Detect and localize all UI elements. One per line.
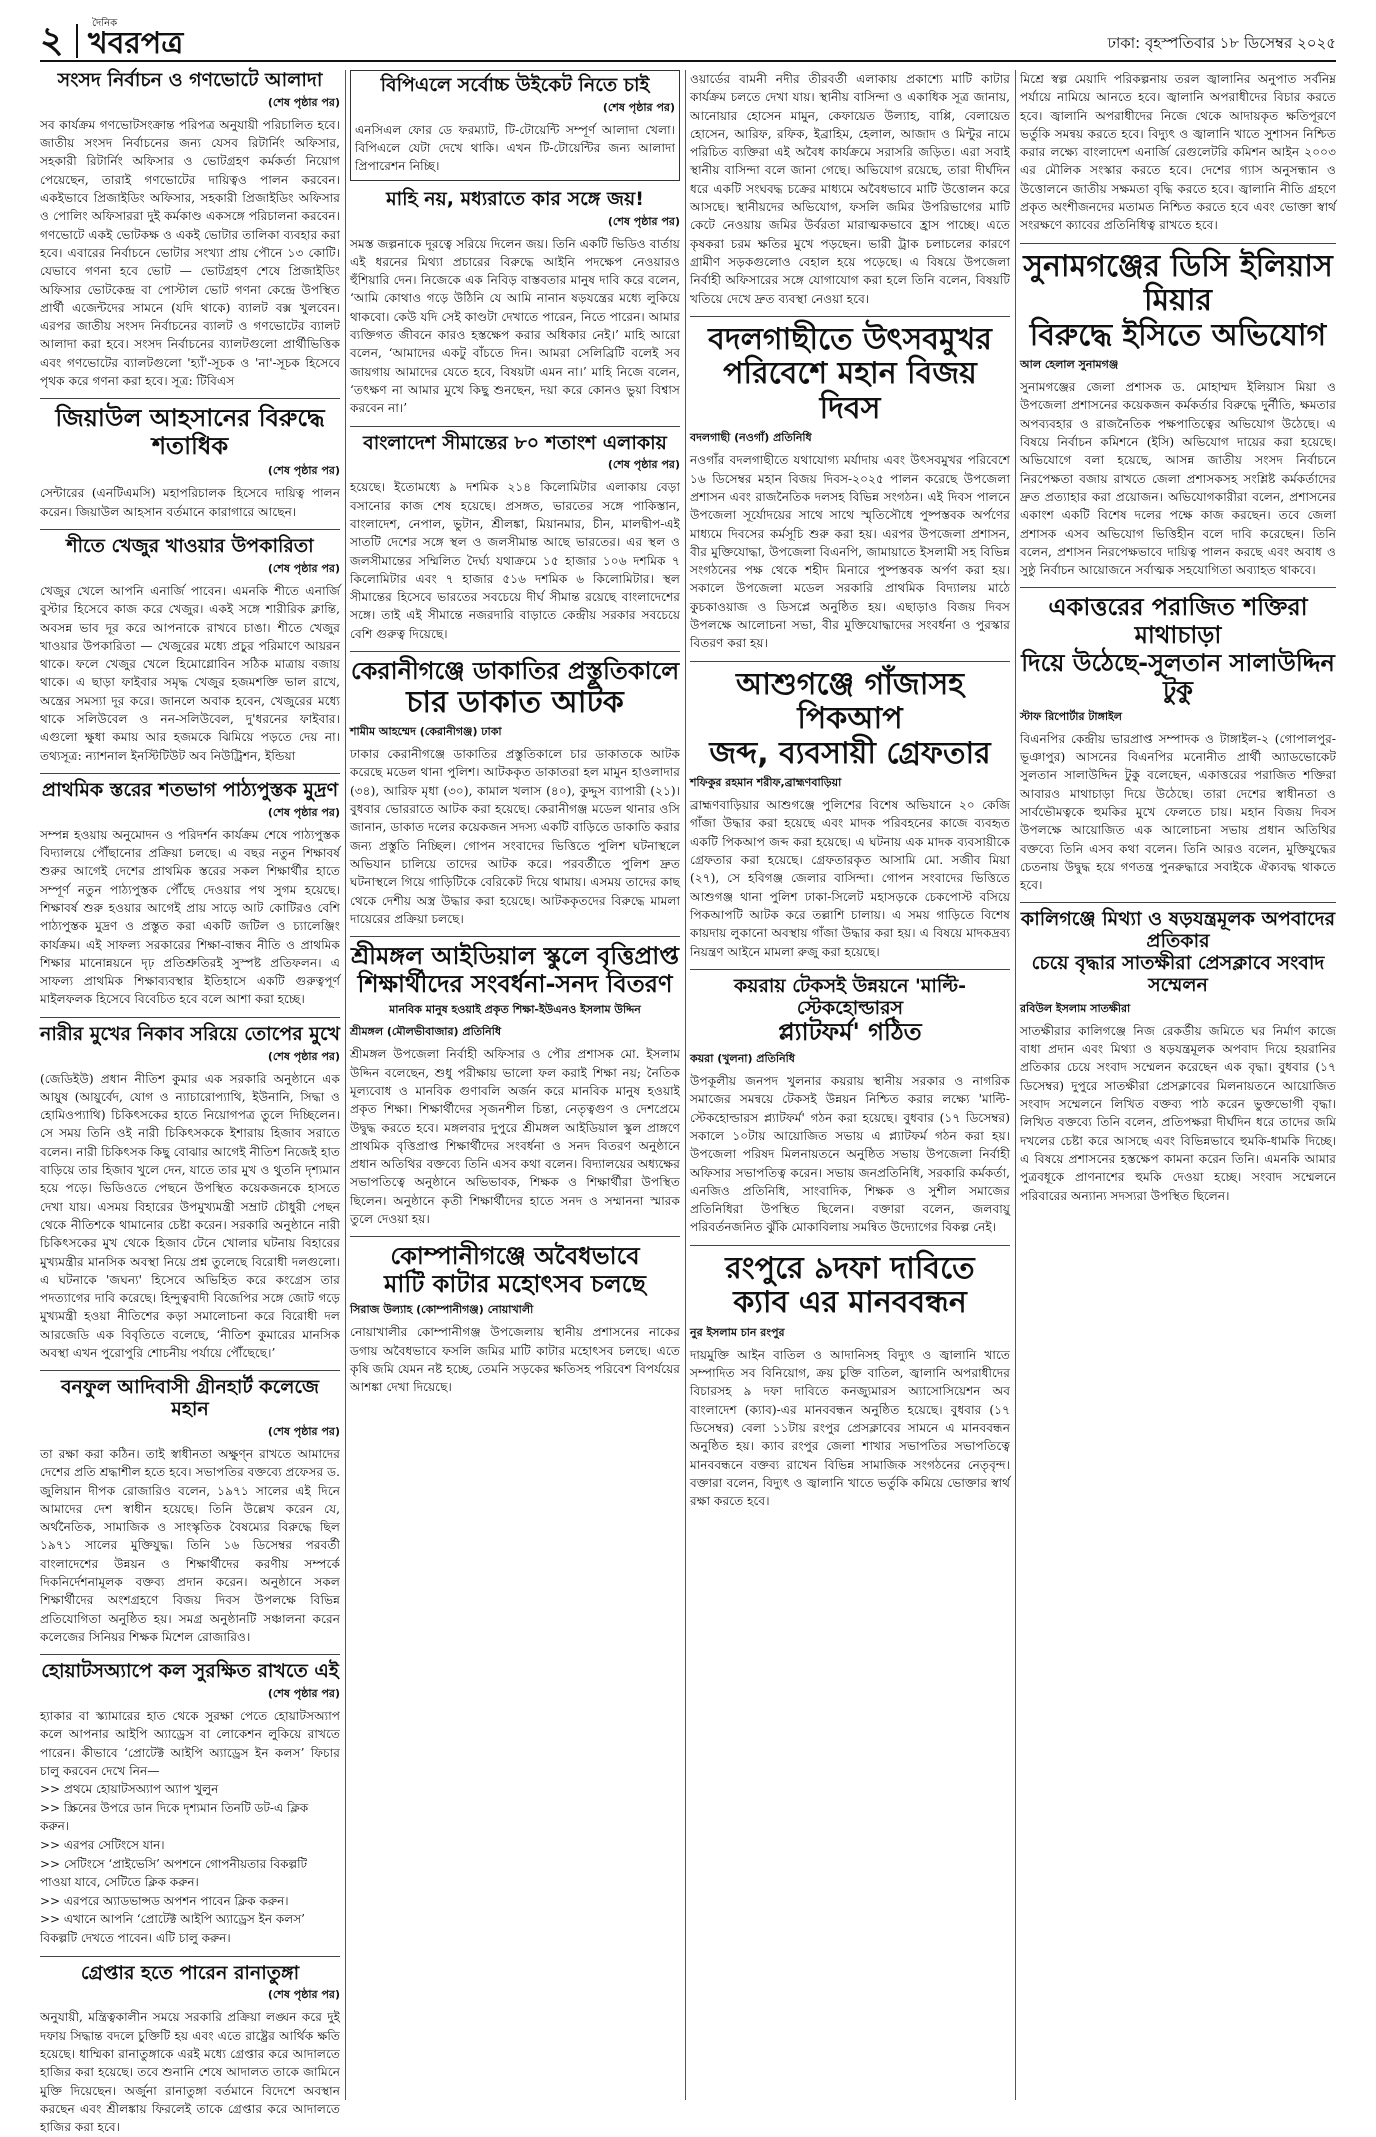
- continuation-note: (শেষ পৃষ্ঠার পর): [607, 458, 680, 472]
- headline-line-2: ক্যাব এর মানববন্ধন: [733, 1285, 967, 1321]
- continuation-note: (শেষ পৃষ্ঠার পর): [267, 805, 340, 819]
- article-niqab: [40, 1024, 340, 1363]
- column-3: [690, 70, 1010, 2100]
- list-item: >> এরপরে অ্যাডভান্সড অপশন পাবেন ক্লিক করুন।: [40, 1893, 289, 1908]
- article-companiganj-continued: [690, 70, 1010, 308]
- column-divider: [1015, 70, 1016, 2100]
- headline: শীতে খেজুর খাওয়ার উপকারিতা: [66, 535, 314, 558]
- headline-line-2: চেয়ে বৃদ্ধার সাতক্ষীরা প্রেসক্লাবে সংবাদ সম্মেলন: [1031, 952, 1325, 997]
- article-body: শ্রীমঙ্গল উপজেলা নির্বাহী অফিসার ও পৌর প্রশাসক মো. ইসলাম উদ্দিন বলেছেন, শুধু পরীক্ষায় ভালো ফল করাই শিক্ষা নয়; নৈতিক মূল্যবোধ ও মানবিক গুণাবলি অর্জন করে মানবিক মানুষ হওয়াই প্রকৃত শিক্ষা। শিক্ষার্থীদের সৃজনশীল চিন্তা, নেতৃত্বগুণ ও দেশপ্রেমে উদ্বুদ্ধ করতে হবে। মঙ্গলবার দুপুরে শ্রীমঙ্গল আইডিয়াল স্কুল প্রাঙ্গণে প্রাথমিক বৃত্তিপ্রাপ্ত শিক্ষার্থীদের সংবর্ধনা ও সনদ বিতরণ অনুষ্ঠানে প্রধান অতিথির বক্তব্যে তিনি এসব কথা বলেন। বিদ্যালয়ের অধ্যক্ষের সভাপতিত্বে অনুষ্ঠানে অভিভাবক, শিক্ষক ও শিক্ষার্থীরা উপস্থিত ছিলেন। অনুষ্ঠানে কৃতী শিক্ষার্থীদের হাতে সনদ ও সম্মাননা স্মারক তুলে দেওয়া হয়।: [350, 1047, 680, 1226]
- divider: [350, 651, 680, 652]
- divider: [40, 773, 340, 774]
- masthead-title: খবরপত্র: [88, 26, 184, 61]
- headline: আশুগঞ্জে গাঁজাসহ পিকআপ: [735, 666, 965, 737]
- article-ziaul-ahsan: [40, 405, 340, 521]
- article-body: ঢাকার কেরানীগঞ্জে ডাকাতির প্রস্তুতিকালে চার ডাকাতকে আটক করেছে মডেল থানা পুলিশ। আটককৃত ডাকাতরা হল মামুন হাওলাদার (৩৪), আরিফ মৃধা (৩০), কামাল খলাস (৪০), কুদ্দুস ব্যাপারী (২১)। বুধবার ভোররাতে আটক করা হয়েছে। কেরানীগঞ্জ মডেল থানার ওসি জানান, ডাকাত দলের কয়েকজন সদস্য একটি বাড়িতে ডাকাতি করার জন্য প্রস্তুতি নিচ্ছিল। গোপন সংবাদের ভিত্তিতে পুলিশ ঘটনাস্থলে অভিযান চালিয়ে তাদের আটক করে। পরবর্তীতে পুলিশ দ্রুত ঘটনাস্থলে গিয়ে গাড়িটিকে বেরিকেট দিয়ে থামায়। এসময় তাদের কাছ থেকে দেশীয় অস্ত্র উদ্ধার করা হয়েছে। আটককৃতদের বিরুদ্ধে মামলা দায়েরের প্রক্রিয়া চলছে।: [350, 747, 680, 926]
- divider: [40, 398, 340, 399]
- headline: শ্রীমঙ্গল আইডিয়াল স্কুলে বৃত্তিপ্রাপ্ত: [351, 942, 679, 971]
- list-item: >> স্ক্রিনের উপরে ডান দিকে দৃশ্যমান তিনটি ডট-এ ক্লিক করুন।: [40, 1800, 309, 1834]
- headline: সংসদ নির্বাচন ও গণভোটে আলাদা: [57, 69, 323, 91]
- continuation-note: (শেষ পৃষ্ঠার পর): [267, 464, 340, 478]
- headline-line-2: জব্দ, ব্যবসায়ী গ্রেফতার: [709, 735, 991, 771]
- column-1: [40, 69, 340, 2135]
- article-body: মিশ্রে স্বল্প মেয়াদি পরিকল্পনায় তরল জ্বালানির অনুপাত সর্বনিম্ন পর্যায়ে নামিয়ে আনতে হবে। জ্বালানি অপরাধীদের বিচার করতে হবে। জ্বালানি অপরাধীদের নিজে থেকে আদায়কৃত ক্ষতিপূরণে ভর্তুকি সমন্বয় করতে হবে। বিদ্যুৎ ও জ্বালানি খাতে সুশাসন নিশ্চিত করার লক্ষ্যে বাংলাদেশ এনার্জি রেগুলেটরি কমিশন আইন ২০০৩ এর মৌলিক সংস্কার করতে হবে। দেশের গ্যাস অনুসন্ধান ও উত্তোলনে জাতীয় সক্ষমতা বৃদ্ধি করতে হবে। জ্বালানি নীতি গ্রহণে প্রকৃত অংশীজনদের মতামত নিশ্চিত করতে হবে এবং ভোক্তা স্বার্থ সংরক্ষণে ক্যাবের প্রতিনিধিত্ব রাখতে হবে।: [1020, 72, 1336, 233]
- divider: [350, 936, 680, 937]
- column-2: [350, 70, 680, 2100]
- masthead-prefix: দৈনিক: [92, 18, 118, 29]
- article-keraniganj-robbers: [350, 658, 680, 928]
- headline-line-2: বিরুদ্ধে ইসিতে অভিযোগ: [1029, 317, 1327, 353]
- headline-line-2: মাটি কাটার মহোৎসব চলছে: [384, 1269, 646, 1298]
- article-border-fence: [350, 433, 680, 644]
- list-item: >> প্রথমে হোয়াটসঅ্যাপ অ্যাপ খুলুন: [40, 1782, 219, 1797]
- article-companiganj-soil: [350, 1243, 680, 1396]
- byline: শফিকুর রহমান শরীফ,ব্রাহ্মণবাড়িয়া: [690, 776, 842, 790]
- article-body: হয়েছে। ইতোমধ্যে ৯ দশমিক ২১৪ কিলোমিটার এলাকায় বেড়া বসানোর কাজ শেষ হয়েছে। প্রসঙ্গত, ভারতের সঙ্গে পাকিস্তান, বাংলাদেশ, নেপাল, ভুটান, শ্রীলঙ্কা, মিয়ানমার, চীন, মালদ্বীপ-এই সাতটি দেশের সঙ্গে স্থল ও জলসীমান্ত আছে ভারতের। এর স্থল ও জলসীমান্তের সম্মিলিত দৈর্ঘ্য যথাক্রমে ১৫ হাজার ১০৬ দশমিক ৭ কিলোমিটার এবং ৭ হাজার ৫১৬ দশমিক ৬ কিলোমিটার। স্থল সীমান্তের হিসেবে ভারতের সবচেয়ে দীর্ঘ সীমান্ত রয়েছে বাংলাদেশের সঙ্গে। তাই এই সীমান্তে নজরদারি বাড়াতে কেন্দ্রীয় সরকার সবচেয়ে বেশি গুরুত্ব দিয়েছে।: [350, 480, 680, 641]
- divider: [40, 1654, 340, 1655]
- subheadline: মানবিক মানুষ হওয়াই প্রকৃত শিক্ষা-ইউএনও ইসলাম উদ্দিন: [389, 1003, 641, 1017]
- article-body: সব কার্যক্রম গণভোটসংক্রান্ত পরিপত্র অনুযায়ী পরিচালিত হবে। জাতীয় সংসদ নির্বাচনের জন্য যেসব রিটার্নিং অফিসার, সহকারী রিটার্নিং অফিসার ও ভোটগ্রহণ কর্মকর্তা নিয়োগ পেয়েছেন, তারাই গণভোটের দায়িত্বও পালন করবেন। একইভাবে প্রিজাইডিং অফিসার, সহকারী প্রিজাইডিং অফিসার ও পোলিং অফিসাররা দুই কর্মকাণ্ড একসঙ্গে পরিচালনা করবেন। গণভোটে একই ভোটকক্ষ ও একই ভোটার তালিকা ব্যবহার করা হবে। এবারের নির্বাচনে ভোটার সংখ্যা প্রায় পৌনে ১৩ কোটি। যেভাবে গণনা হবে ভোট — ভোটগ্রহণ শেষে প্রিজাইডিং অফিসার ভোটকেন্দ্র বা পোস্টাল ভোট গণনা কেন্দ্রে উপস্থিত প্রার্থী এজেন্টদের সামনে (যদি থাকে) ব্যালট বক্স খুলবেন। এরপর জাতীয় সংসদ নির্বাচনের ব্যালট ও গণভোটের ব্যালট আলাদা করা হবে। সংসদ নির্বাচনের ব্যালটগুলো প্রার্থীভিত্তিক এবং গণভোটের ব্যালটগুলো 'হ্যাঁ'-সূচক ও 'না'-সূচক হিসেবে পৃথক করে গণনা করা হবে। সূত্র: টিবিএস: [40, 117, 340, 388]
- divider: [690, 316, 1010, 317]
- article-body: নোয়াখালীর কোম্পানীগঞ্জ উপজেলায় স্থানীয় প্রশাসনের নাকের ডগায় অবৈধভাবে ফসলি জমির মাটি কাটার মহোৎসব চলছে। এতে কৃষি জমি যেমন নষ্ট হচ্ছে, তেমনি সড়কের ক্ষতিসহ পরিবেশ বিপর্যয়ের আশঙ্কা দেখা দিয়েছে।: [350, 1325, 680, 1395]
- article-koyra-platform: [690, 976, 1010, 1237]
- byline: শ্রীমঙ্গল (মৌলভীবাজার) প্রতিনিধি: [350, 1025, 502, 1039]
- article-body: উপকূলীয় জনপদ খুলনার কয়রায় স্থানীয় সরকার ও নাগরিক সমাজের সমন্বয়ে টেকসই উন্নয়ন নিশ্চিত করার লক্ষ্যে 'মাল্টি-স্টেকহোল্ডারস প্ল্যাটফর্ম' গঠন করা হয়েছে। বুধবার (১৭ ডিসেম্বর) সকালে ১০টায় আয়োজিত সভায় এ প্ল্যাটফর্ম গঠন করা হয়। উপজেলা পরিষদ মিলনায়তনে অনুষ্ঠিত সভায় উপজেলা নির্বাহী অফিসার সভাপতিত্ব করেন। সভায় জনপ্রতিনিধি, সরকারি কর্মকর্তা, এনজিও প্রতিনিধি, সাংবাদিক, শিক্ষক ও সুশীল সমাজের প্রতিনিধিরা উপস্থিত ছিলেন। বক্তারা বলেন, জলবায়ু পরিবর্তনজনিত ঝুঁকি মোকাবিলায় সমন্বিত উদ্যোগের বিকল্প নেই।: [690, 1074, 1010, 1235]
- article-textbook-printing: [40, 780, 340, 1009]
- article-badalgachhi-victory-day: [690, 323, 1010, 653]
- headline: বনফুল আদিবাসী গ্রীনহার্ট কলেজে মহান: [60, 1376, 320, 1421]
- byline: আল হেলাল সুনামগঞ্জ: [1020, 358, 1119, 372]
- continuation-note: (শেষ পৃষ্ঠার পর): [267, 1687, 340, 1701]
- article-bonful-college: [40, 1377, 340, 1646]
- article-body: দায়মুক্তি আইন বাতিল ও আদানিসহ বিদ্যুৎ ও জ্বালানি খাতে সম্পাদিত সব বিনিয়োগ, ক্রয় চুক্তি বাতিল, জ্বালানি অপরাধীদের বিচারসহ ৯ দফা দাবিতে কনজ্যুমারস অ্যাসোসিয়েশন অব বাংলাদেশ (ক্যাব)-এর মানববন্ধন অনুষ্ঠিত হয়েছে। বুধবার (১৭ ডিসেম্বর) বেলা ১১টায় রংপুর প্রেসক্লাবের সামনে এ মানববন্ধন অনুষ্ঠিত হয়। ক্যাব রংপুর জেলা শাখার সভাপতির সভাপতিত্বে মানববন্ধনে বক্তব্য রাখেন বিভিন্ন সামাজিক সংগঠনের নেতৃবৃন্দ। বক্তারা বলেন, বিদ্যুৎ ও জ্বালানি খাতে ভর্তুকি কমিয়ে ভোক্তার স্বার্থ রক্ষা করতে হবে।: [690, 1347, 1010, 1509]
- divider: [40, 1370, 340, 1371]
- byline: নুর ইসলাম চান রংপুর: [690, 1325, 785, 1339]
- article-body: তা রক্ষা করা কঠিন। তাই স্বাধীনতা অক্ষুণ্ন রাখতে আমাদের দেশের প্রতি শ্রদ্ধাশীল হতে হবে। সভাপতির বক্তব্যে প্রফেসর ড. জুলিয়ান দীপক রোজারিও বলেন, ১৯৭১ সালের এই দিনে আমাদের দেশ স্বাধীন হয়েছে। তিনি উল্লেখ করেন যে, অর্থনৈতিক, সামাজিক ও সাংস্কৃতিক বৈষম্যের বিরুদ্ধে ছিল ১৯৭১ সালের মুক্তিযুদ্ধ। তিনি ১৬ ডিসেম্বর পরবর্তী বাংলাদেশের উন্নয়ন ও শিক্ষার্থীদের করণীয় সম্পর্কে দিকনির্দেশনামূলক বক্তব্য প্রদান করেন। অনুষ্ঠানে সকল শিক্ষার্থীদের অংশগ্রহণে বিজয় দিবস উপলক্ষে বিভিন্ন প্রতিযোগিতা অনুষ্ঠিত হয়। সমগ্র অনুষ্ঠানটি সঞ্চালনা করেন কলেজের সিনিয়র শিক্ষক মিশেল রোজারিও।: [40, 1446, 340, 1644]
- article-body: সাতক্ষীরার কালিগঞ্জে নিজ রেকর্ডীয় জমিতে ঘর নির্মাণ কাজে বাধা প্রদান এবং মিথ্যা ও ষড়যন্ত্রমূলক অপবাদ দিয়ে হয়রানির প্রতিকার চেয়ে সংবাদ সম্মেলন করেছেন এক বৃদ্ধা। বুধবার (১৭ ডিসেম্বর) দুপুরে সাতক্ষীরা প্রেসক্লাবের মিলনায়তনে আয়োজিত সংবাদ সম্মেলনে লিখিত বক্তব্য পাঠ করেন ভুক্তভোগী বৃদ্ধা। লিখিত বক্তব্যে তিনি বলেন, প্রতিপক্ষরা দীর্ঘদিন ধরে তাদের জমি দখলের চেষ্টা করে আসছে এবং বিভিন্নভাবে হুমকি-ধামকি দিচ্ছে। এ বিষয়ে প্রশাসনের হস্তক্ষেপ কামনা করেন তিনি। এমনকি আমার পুত্রবধূকে প্রাণনাশের হুমকি দেওয়া হচ্ছে। সংবাদ সম্মেলনে পরিবারের অন্যান্য সদস্যরা উপস্থিত ছিলেন।: [1020, 1023, 1336, 1203]
- headline-line-2: প্ল্যাটফর্ম' গঠিত: [778, 1018, 922, 1047]
- article-body: সুনামগঞ্জের জেলা প্রশাসক ড. মোহাম্মদ ইলিয়াস মিয়া ও উপজেলা প্রশাসনের কয়েকজন কর্মকর্তার বিরুদ্ধে দুর্নীতি, ক্ষমতার অপব্যবহার ও রাজনৈতিক পক্ষপাতিত্বের অভিযোগ উঠেছে। এ বিষয়ে নির্বাচন কমিশনে (ইসি) অভিযোগ দায়ের করা হয়েছে। অভিযোগে বলা হয়েছে, আসন্ন জাতীয় সংসদ নির্বাচনে নিরপেক্ষতা বজায় রাখতে জেলা প্রশাসকসহ সংশ্লিষ্ট কর্মকর্তাদের দ্রুত প্রত্যাহার করা প্রয়োজন। অভিযোগকারীরা বলেন, প্রশাসনের একাংশ একটি বিশেষ দলের পক্ষে কাজ করছেন। তবে জেলা প্রশাসক এসব অভিযোগ ভিত্তিহীন বলে দাবি করেছেন। তিনি বলেন, প্রশাসন নিরপেক্ষভাবে দায়িত্ব পালন করছে এবং অবাধ ও সুষ্ঠু নির্বাচন আয়োজনে সর্বাত্মক সহযোগিতা অব্যাহত থাকবে।: [1020, 380, 1336, 578]
- headline: বদলগাছীতে উৎসবমুখর: [708, 321, 992, 357]
- article-body: এনসিএল ফোর ডে ফরম্যাট, টি-টোয়েন্টি সম্পূর্ণ আলাদা খেলা। বিপিএলে যেটা দেখে থাকি। এখন টি-টোয়েন্টির জন্য আলাদা প্রিপারেশন নিচ্ছি।: [355, 122, 675, 174]
- headline: কেরানীগঞ্জে ডাকাতির প্রস্তুতিকালে: [350, 657, 680, 686]
- article-whatsapp-call: [40, 1661, 340, 1947]
- headline-line-2: শিক্ষার্থীদের সংবর্ধনা-সনদ বিতরণ: [357, 969, 673, 998]
- headline: বাংলাদেশ সীমান্তের ৮০ শতাংশ এলাকায়: [363, 431, 667, 454]
- article-sreemangal-school: [350, 943, 680, 1228]
- divider: [690, 661, 1010, 662]
- article-kaliganj-press-conference: [1020, 909, 1336, 1204]
- article-bpl-wickets: [350, 70, 680, 181]
- article-body: অনুযায়ী, মন্ত্রিত্বকালীন সময়ে সরকারি প্রক্রিয়া লঙ্ঘন করে দুই দফায় সিদ্ধান্ত বদলে চুক্তিটি হয় এবং এতে রাষ্ট্রের আর্থিক ক্ষতি হয়েছে। ধাম্মিকা রানাতুঙ্গাকে এরই মধ্যে গ্রেপ্তার করে আদালতে হাজির করা হয়েছে। তবে শুনানি শেষে আদালত তাকে জামিনে মুক্তি দিয়েছেন। অর্জুনা রানাতুঙ্গা বর্তমানে বিদেশে অবস্থান করছেন এবং শ্রীলঙ্কায় ফিরলেই তাকে গ্রেপ্তার করে আদালতে হাজির করা হবে।: [40, 2010, 340, 2135]
- list-item: >> সেটিংসে ‘প্রাইভেসি’ অপশনে গোপনীয়তার বিকল্পটি পাওয়া যাবে, সেটিতে ক্লিক করুন।: [40, 1856, 308, 1890]
- header-divider: [76, 24, 78, 58]
- continuation-note: (শেষ পৃষ্ঠার পর): [267, 1424, 340, 1438]
- byline: স্টাফ রিপোর্টার টাঙ্গাইল: [1020, 709, 1122, 723]
- continuation-note: (শেষ পৃষ্ঠার পর): [267, 561, 340, 575]
- headline-line-2: চার ডাকাত আটক: [406, 684, 624, 720]
- steps-list: [40, 1780, 340, 1947]
- headline-line-2: দিয়ে উঠেছে-সুলতান সালাউদ্দিন টুকু: [1021, 648, 1335, 705]
- byline: রবিউল ইসলাম সাতক্ষীরা: [1020, 1001, 1131, 1015]
- headline: হোয়াটসঅ্যাপে কল সুরক্ষিত রাখতে এই: [41, 1660, 339, 1683]
- masthead: [88, 18, 183, 66]
- byline: কয়রা (খুলনা) প্রতিনিধি: [690, 1052, 795, 1066]
- divider: [40, 1956, 340, 1957]
- continuation-note: (শেষ পৃষ্ঠার পর): [607, 214, 680, 228]
- article-body: খেজুর খেলে আপনি এনার্জি পাবেন। এমনকি শীতে এনার্জি বুস্টার হিসেবে কাজ করে খেজুর। একই সঙ্গে শারীরিক ক্লান্তি, অবসন্ন ভাব দূর করে আপনাকে রাখবে চাঙা। শীতে খেজুর খাওয়ার উপকারিতা — খেজুরের মধ্যে প্রচুর পরিমাণে আয়রন থাকে। ফলে খেজুর খেলে হিমোগ্লোবিন সঠিক মাত্রায় বজায় থাকে। এ ছাড়া ফাইবার সমৃদ্ধ খেজুর হজমশক্তি ভাল রাখে, অন্ত্রের সমস্যা দূর করে। জানলে অবাক হবেন, খেজুরের মধ্যে থাকে সলিউবেল ও নন-সলিউবেল, দু'ধরনের ফাইবার। এগুলো ক্ষুধা কমায় আর হজমকে ঝিমিয়ে পড়তে দেয় না। তথ্যসূত্র: ন্যাশনাল ইনস্টিটিউট অব নিউট্রিশন, ইন্ডিয়া: [40, 583, 340, 763]
- byline: শামীম আহম্মেদ (কেরানীগঞ্জ) ঢাকা: [350, 725, 502, 739]
- article-body: বিএনপির কেন্দ্রীয় ভারপ্রাপ্ত সম্পাদক ও টাঙ্গাইল-২ (গোপালপুর-ভূঞাপুর) আসনের বিএনপির মনোনীত প্রার্থী অ্যাডভোকেট সুলতান সালাউদ্দিন টুকু বলেছেন, একাত্তরের পরাজিত শক্তিরা আবারও মাথাচাড়া দিয়ে উঠেছে। তারা দেশের স্বাধীনতা ও সার্বভৌমত্বকে হুমকির মুখে ফেলতে চায়। মহান বিজয় দিবস উপলক্ষে আয়োজিত এক আলোচনা সভায় প্রধান অতিথির বক্তব্যে তিনি এসব কথা বলেন। তিনি আরও বলেন, মুক্তিযুদ্ধের চেতনায় উদ্বুদ্ধ হয়ে গণতন্ত্র পুনরুদ্ধারে সবাইকে ঐক্যবদ্ধ থাকতে হবে।: [1020, 731, 1336, 893]
- headline: বিপিএলে সর্বোচ্চ উইকেট নিতে চাই: [380, 74, 650, 96]
- article-mahi: [350, 189, 680, 418]
- divider: [40, 529, 340, 530]
- headline: একাত্তরের পরাজিত শক্তিরা মাথাচাড়া: [1048, 593, 1308, 650]
- article-body: সম্পন্ন হওয়ায় অনুমোদন ও পরিদর্শন কার্যক্রম শেষে পাঠ্যপুস্তক বিদ্যালয়ে পৌঁছানোর প্রক্রিয়া চলছে। এ বছর নতুন শিক্ষাবর্ষ শুরুর আগেই দেশের প্রাথমিক স্তরের সকল শিক্ষার্থীর হাতে সম্পূর্ণ নতুন পাঠ্যপুস্তক পৌঁছে দেওয়ার পথ সুগম হয়েছে। শিক্ষাবর্ষ শুরু হওয়ার আগেই প্রায় সাড়ে আট কোটিরও বেশি পাঠ্যপুস্তক মুদ্রণ ও প্রস্তুত করা একটি জটিল ও চ্যালেঞ্জিং কার্যক্রম। এই সাফল্য সরকারের শিক্ষা-বান্ধব নীতি ও প্রাথমিক শিক্ষার মানোন্নয়নে দৃঢ় প্রতিশ্রুতিরই সুস্পষ্ট প্রতিফলন। এ সাফল্য প্রাথমিক শিক্ষাব্যবস্থার ইতিহাসে একটি গুরুত্বপূর্ণ মাইলফলক হিসেবে বিবেচিত হবে বলে আশা করা হচ্ছে।: [40, 827, 340, 1007]
- article-body: নওগাঁর বদলগাছীতে যথাযোগ্য মর্যাদায় এবং উৎসবমুখর পরিবেশে ১৬ ডিসেম্বর মহান বিজয় দিবস-২০২৫ পালন করেছে উপজেলা প্রশাসন এবং রাজনৈতিক দলসহ বিভিন্ন সংগঠন। এই দিবস পালনে উপজেলা সূর্যোদয়ের সাথে সাথে স্মৃতিসৌধে পুষ্পস্তবক অর্পণের মাধ্যমে দিবসের কর্মসূচি শুরু করা হয়। এরপর উপজেলা প্রশাসন, বীর মুক্তিযোদ্ধা, উপজেলা বিএনপি, জামায়াতে ইসলামী সহ বিভিন্ন সংগঠনের পক্ষ থেকে শহীদ মিনারে পুষ্পস্তবক অর্পণ করা হয়। সকালে উপজেলা মডেল সরকারি প্রাথমিক বিদ্যালয় মাঠে কুচকাওয়াজ ও ডিসপ্লে অনুষ্ঠিত হয়। এছাড়াও বিজয় দিবস উপলক্ষে আলোচনা সভা, বীর মুক্তিযোদ্ধাদের সংবর্ধনা ও পুরস্কার বিতরণ করা হয়।: [690, 453, 1010, 651]
- article-tuku-speech: [1020, 594, 1336, 894]
- headline: কোম্পানীগঞ্জে অবৈধভাবে: [390, 1242, 640, 1271]
- headline-line-2: পরিবেশে মহান বিজয় দিবস: [723, 356, 977, 426]
- column-4: [1020, 70, 1336, 2100]
- divider: [1020, 243, 1336, 244]
- article-body: ওয়ার্ডের বামনী নদীর তীরবর্তী এলাকায় প্রকাশ্যে মাটি কাটার কার্যক্রম চলতে দেখা যায়। স্থানীয় বাসিন্দা ও একাধিক সূত্র জানায়, আনোয়ার হোসেন মামুন, কেফায়েত উল্যাহ, বাপ্পি, বেলায়েত হোসেন, আরিফ, রফিক, ইব্রাহিম, হেলাল, আজাদ ও মিন্টুর নামে পরিচিত ব্যক্তিরা এই অবৈধ কার্যক্রমে সরাসরি জড়িত। এরা সবাই স্থানীয় বাসিন্দা বলে জানা গেছে। অভিযোগ রয়েছে, তারা দীর্ঘদিন ধরে একটি সংঘবদ্ধ চক্রের মাধ্যমে অবৈধভাবে মাটি উত্তোলন করে আসছে। স্থানীয়দের অভিযোগ, ফসলি জমির উপরিভাগের মাটি কেটে নেওয়ায় জমির উর্বরতা মারাত্মকভাবে হ্রাস পাচ্ছে। এতে কৃষকরা চরম ক্ষতির মুখে পড়ছেন। ভারী ট্রাক চলাচলের কারণে গ্রামীণ সড়কগুলোও বেহাল হয়ে পড়েছে। এ বিষয়ে উপজেলা নির্বাহী অফিসারের সঙ্গে যোগাযোগ করা হলে তিনি বলেন, বিষয়টি খতিয়ে দেখে দ্রুত ব্যবস্থা নেওয়া হবে।: [690, 72, 1010, 306]
- article-ranatunga: [40, 1963, 340, 2137]
- headline: নারীর মুখের নিকাব সরিয়ে তোপের মুখে: [40, 1022, 340, 1045]
- divider: [350, 426, 680, 427]
- page-header: [40, 18, 1336, 62]
- byline: বদলগাছী (নওগাঁ) প্রতিনিধি: [690, 431, 812, 445]
- article-cab-continued: [1020, 70, 1336, 235]
- list-item: >> এরপর সেটিংসে যান।: [40, 1838, 165, 1853]
- page-number: ২: [40, 19, 64, 61]
- continuation-note: (শেষ পৃষ্ঠার পর): [267, 1049, 340, 1063]
- headline: মাহি নয়, মধ্যরাতে কার সঙ্গে জয়!: [386, 187, 644, 210]
- continuation-note: (শেষ পৃষ্ঠার পর): [267, 95, 340, 109]
- article-body: (জেডিইউ) প্রধান নীতিশ কুমার এক সরকারি অনুষ্ঠানে এক আয়ুষ (আয়ুর্বেদ, যোগ ও ন্যাচারোপ্যাথি, ইউনানি, সিদ্ধা ও হোমিওপ্যাথি) চিকিৎসকের হাতে নিয়োগপত্র তুলে দিচ্ছিলেন। সে সময় তিনি ওই নারী চিকিৎসককে ইশারায় হিজাব সরাতে বলেন। নারী চিকিৎসক কিছু বোঝার আগেই নীতিশ নিজেই হাত বাড়িয়ে তার হিজাব খুলে দেন, যাতে তার মুখ ও থুতনি দৃশ্যমান হয়ে পড়ে। ভিডিওতে পেছনে উপস্থিত কয়েকজনকে হাসতে দেখা যায়। এসময় বিহারের উপমুখ্যমন্ত্রী সম্রাট চৌধুরী পেছন থেকে নীতিশকে থামানোর চেষ্টা করেন। সরকারি অনুষ্ঠানে নারী চিকিৎসকের মুখ থেকে হিজাব টেনে খোলার ঘটনায় বিহারের মুখ্যমন্ত্রীর মানসিক অবস্থা নিয়ে প্রশ্ন তুলেছে বিরোধী দলগুলো। এ ঘটনাকে 'জঘন্য' হিসেবে অভিহিত করে কংগ্রেস তার পদত্যাগের দাবি করেছে। হিন্দুত্ববাদী বিজেপির সঙ্গে জোট গড়ে মুখ্যমন্ত্রী হওয়া নীতিশের কড়া সমালোচনা করে বিরোধী দল আরজেডি এক বিবৃতিতে বলেছে, ‘নীতিশ কুমারের মানসিক অবস্থা এখন পুরোপুরি শোচনীয় পর্যায়ে পৌঁছেছে।’: [40, 1071, 340, 1360]
- divider: [690, 1245, 1010, 1246]
- divider: [40, 1017, 340, 1018]
- byline: সিরাজ উল্যাহ (কোম্পানীগঞ্জ) নোয়াখালী: [350, 1303, 534, 1317]
- column-divider: [685, 70, 686, 2100]
- article-dates-winter: [40, 536, 340, 765]
- article-body: ব্রাহ্মণবাড়িয়ার আশুগঞ্জে পুলিশের বিশেষ অভিযানে ২০ কেজি গাঁজা উদ্ধার করা হয়েছে এবং মাদক পরিবহনের কাজে ব্যবহৃত একটি পিকআপ জব্দ করা হয়েছে। এ ঘটনায় এক মাদক ব্যবসায়ীকে গ্রেফতার করা হয়েছে। গ্রেফতারকৃত আসামি মো. সজীব মিয়া (২৭), সে হবিগঞ্জ জেলার বাসিন্দা। গোপন সংবাদের ভিত্তিতে আশুগঞ্জ থানা পুলিশ ঢাকা-সিলেট মহাসড়কে চেকপোস্ট বসিয়ে পিকআপটি আটক করে তল্লাশি চালায়। এ সময় গাড়িতে বিশেষ কায়দায় লুকানো অবস্থায় গাঁজা উদ্ধার করা হয়। এ বিষয়ে মাদকদ্রব্য নিয়ন্ত্রণ আইনে মামলা রুজু করা হয়েছে।: [690, 798, 1010, 959]
- article-ashuganj-ganja: [690, 668, 1010, 961]
- headline: গ্রেপ্তার হতে পারেন রানাতুঙ্গা: [80, 1961, 300, 1984]
- headline: প্রাথমিক স্তরের শতভাগ পাঠ্যপুস্তক মুদ্রণ: [41, 778, 339, 801]
- article-rangpur-cab: [690, 1252, 1010, 1511]
- divider: [1020, 902, 1336, 903]
- article-sunamganj-dc: [1020, 250, 1336, 580]
- divider: [690, 969, 1010, 970]
- article-election-referendum: [40, 70, 340, 390]
- article-body: সেন্টারের (এনটিএমসি) মহাপরিচালক হিসেবে দায়িত্ব পালন করেন। জিয়াউল আহসান বর্তমানে কারাগারে আছেন।: [40, 486, 340, 519]
- continuation-note: (শেষ পৃষ্ঠার পর): [602, 100, 675, 114]
- column-divider: [345, 70, 346, 2100]
- headline: জিয়াউল আহসানের বিরুদ্ধে শতাধিক: [55, 404, 325, 460]
- divider: [350, 1236, 680, 1237]
- divider: [1020, 587, 1336, 588]
- headline: কালিগঞ্জে মিথ্যা ও ষড়যন্ত্রমূলক অপবাদের প্রতিকার: [1020, 908, 1336, 953]
- article-body: সমস্ত জল্পনাকে দূরত্বে সরিয়ে দিলেন জয়। তিনি একটি ভিডিও বার্তায় এই ধরনের মিথ্যা প্রচারের বিরুদ্ধে আইনি পদক্ষেপ নেওয়ারও হুঁশিয়ারি দেন। নিজেকে এক নিবিড় বাস্তবতার মানুষ দাবি করে বলেন, ‘আমি কোথাও গড়ে উঠিনি যে আমি নানান ষড়যন্ত্রের মধ্যে লুকিয়ে থাকবো। কেউ যদি সেই কাণ্ডটা দেখাতে পারেন, নিতে পারেন। আমার ব্যক্তিগত জীবনে কারও হস্তক্ষেপ করার অধিকার নেই।’ মাহি আরো বলেন, ‘আমাদের একটু বাঁচতে দিন। আমরা সেলিব্রিটি বলেই সব জায়গায় আমাদের যেতে হবে, বিষয়টা এমন না।’ মাহি নিজে বলেন, ‘তৎক্ষণ না আমার মুখে কিছু শুনছেন, দয়া করে কোনও ভুয়া বিশ্বাস করবেন না।’: [350, 236, 680, 416]
- dateline: ঢাকা: বৃহস্পতিবার ১৮ ডিসেম্বর ২০২৫: [1107, 34, 1336, 52]
- list-item: >> এখানে আপনি ‘প্রোটেক্ট আইপি অ্যাড্রেস ইন কলস’ বিকল্পটি দেখতে পাবেন। এটি চালু করুন।: [40, 1912, 305, 1946]
- headline: রংপুরে ৯দফা দাবিতে: [725, 1250, 975, 1286]
- article-body: হ্যাকার বা স্ক্যামারের হাত থেকে সুরক্ষা পেতে হোয়াটসঅ্যাপ কলে আপনার আইপি অ্যাড্রেস বা লোকেশন লুকিয়ে রাখতে পারেন। কীভাবে ‘প্রোটেক্ট আইপি অ্যাড্রেস ইন কলস’ ফিচার চালু করবেন দেখে নিন—: [40, 1709, 340, 1778]
- continuation-note: (শেষ পৃষ্ঠার পর): [267, 1988, 340, 2002]
- headline: সুনামগঞ্জের ডিসি ইলিয়াস মিয়ার: [1023, 248, 1333, 319]
- headline: কয়রায় টেকসই উন্নয়নে 'মাল্টি-স্টেকহোল্ডারস: [733, 974, 967, 1019]
